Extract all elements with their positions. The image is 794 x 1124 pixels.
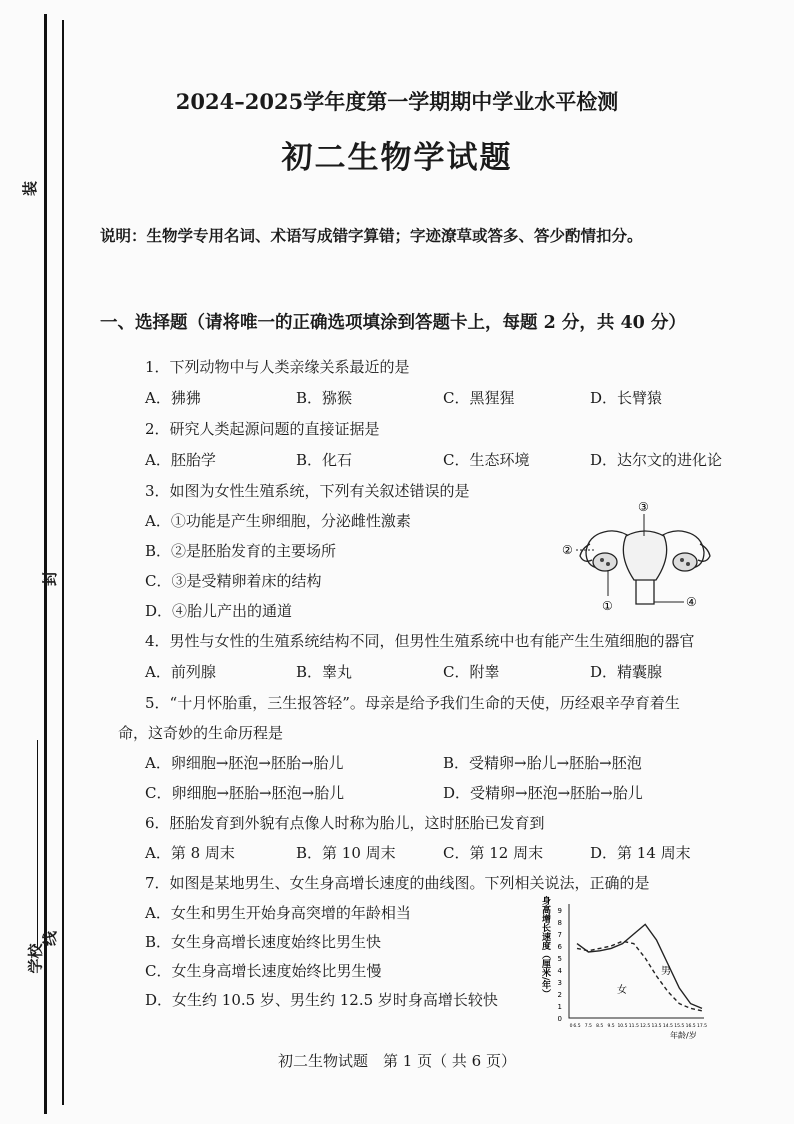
- binding-line-inner: [62, 20, 64, 1105]
- question-5-stem-line1: 5．“十月怀胎重，三生报答轻”。母亲是给予我们生命的天使，历经艰辛孕育着生: [145, 694, 680, 712]
- question-3-option-d: D．④胎儿产出的通道: [145, 602, 293, 620]
- question-2-option-b: B．化石: [296, 451, 353, 469]
- diagram-label-2: ②: [562, 543, 573, 557]
- question-1-option-b: B．猕猴: [296, 389, 353, 407]
- question-4-option-a: A．前列腺: [145, 663, 216, 681]
- chart-ytick-label: 7: [557, 931, 562, 939]
- chart-ytick-label: 0: [557, 1015, 562, 1023]
- chart-xtick-label: 0: [569, 1024, 573, 1029]
- chart-xtick-label: 8.5: [596, 1024, 604, 1029]
- question-3-option-b: B．②是胚胎发育的主要场所: [145, 542, 337, 560]
- legend-female-label: 女: [617, 985, 627, 996]
- chart-ylabel: 身高增长速度（厘米/年）: [540, 896, 550, 999]
- question-5-stem-line2: 命，这奇妙的生命历程是: [118, 724, 284, 742]
- question-5-option-d: D．受精卵→胚泡→胚胎→胎儿: [443, 784, 643, 802]
- question-5-option-c: C．卵细胞→胚胎→胚泡→胎儿: [145, 784, 345, 802]
- question-4-option-b: B．睾丸: [296, 663, 353, 681]
- exam-title: 2024–2025学年度第一学期期中学业水平检测: [175, 89, 619, 114]
- question-4-option-c: C．附睾: [443, 663, 500, 681]
- chart-xtick-label: 7.5: [584, 1024, 592, 1029]
- question-7-stem: 7．如图是某地男生、女生身高增长速度的曲线图。下列相关说法，正确的是: [145, 874, 650, 892]
- question-1-option-a: A．狒狒: [145, 389, 201, 407]
- question-5-option-a: A．卵细胞→胚泡→胚胎→胎儿: [145, 754, 344, 772]
- question-5-option-b: B．受精卵→胎儿→胚胎→胚泡: [443, 754, 642, 772]
- chart-ytick-label: 3: [557, 979, 562, 987]
- female-reproductive-diagram: [560, 496, 730, 616]
- chart-axis: [569, 904, 704, 1018]
- diagram-label-3: ③: [638, 500, 649, 514]
- height-growth-chart: [535, 890, 715, 1040]
- question-1-option-c: C．黑猩猩: [443, 389, 515, 407]
- diagram-label-1: ①: [602, 599, 613, 613]
- question-3-option-c: C．③是受精卵着床的结构: [145, 572, 322, 590]
- question-7-option-a: A．女生和男生开始身高突增的年龄相当: [145, 904, 411, 922]
- question-4-option-d: D．精囊腺: [590, 663, 663, 681]
- subject-title: 初二生物学试题: [281, 140, 513, 176]
- instruction-note: 说明：生物学专用名词、术语写成错字算错；字迹潦草或答多、答少酌情扣分。: [100, 226, 643, 245]
- question-3-option-a: A．①功能是产生卵细胞，分泌雌性激素: [145, 512, 411, 530]
- male-series-line: [577, 924, 702, 1008]
- question-6-stem: 6．胚胎发育到外貌有点像人时称为胎儿，这时胚胎已发育到: [145, 814, 545, 832]
- chart-xlabel: 年龄/岁: [670, 1031, 697, 1040]
- chart-ytick-label: 9: [557, 907, 562, 915]
- question-1-stem: 1．下列动物中与人类亲缘关系最近的是: [145, 358, 410, 376]
- chart-xtick-label: 15.5: [674, 1024, 685, 1029]
- question-1-option-d: D．长臂猿: [590, 389, 663, 407]
- chart-xtick-label: 10.5: [617, 1024, 628, 1029]
- chart-xtick-label: 6.5: [573, 1024, 581, 1029]
- question-7-option-d: D．女生约 10.5 岁、男生约 12.5 岁时身高增长较快: [145, 991, 498, 1009]
- question-7-option-b: B．女生身高增长速度始终比男生快: [145, 933, 382, 951]
- chart-ytick-label: 1: [557, 1003, 562, 1011]
- question-3-stem: 3．如图为女性生殖系统，下列有关叙述错误的是: [145, 482, 470, 500]
- section-title: 一、选择题（请将唯一的正确选项填涂到答题卡上，每题 2 分，共 40 分）: [100, 313, 686, 333]
- chart-xtick-label: 14.5: [662, 1024, 673, 1029]
- side-label-school: 学校: [26, 943, 45, 974]
- diagram-label-4: ④: [686, 595, 697, 609]
- legend-male-label: 男: [661, 966, 671, 977]
- side-char-xian: 线: [41, 930, 60, 947]
- question-4-stem: 4．男性与女性的生殖系统结构不同，但男性生殖系统中也有能产生生殖细胞的器官: [145, 632, 695, 650]
- chart-ytick-label: 5: [557, 955, 562, 963]
- question-6-option-c: C．第 12 周末: [443, 844, 544, 862]
- side-char-feng: 封: [41, 570, 60, 587]
- question-2-stem: 2．研究人类起源问题的直接证据是: [145, 420, 380, 438]
- question-7-option-c: C．女生身高增长速度始终比男生慢: [145, 962, 382, 980]
- chart-xtick-label: 17.5: [696, 1024, 708, 1029]
- question-2-option-a: A．胚胎学: [145, 451, 216, 469]
- page-footer: 初二生物试题 第 1 页（ 共 6 页）: [278, 1052, 516, 1070]
- chart-xtick-label: 9.5: [607, 1024, 615, 1029]
- chart-ytick-label: 4: [557, 967, 562, 975]
- chart-ytick-label: 8: [557, 919, 562, 927]
- question-2-option-d: D．达尔文的进化论: [590, 451, 723, 469]
- question-6-option-a: A．第 8 周末: [145, 844, 235, 862]
- question-2-option-c: C．生态环境: [443, 451, 530, 469]
- chart-xtick-label: 13.5: [651, 1024, 662, 1029]
- chart-xtick-label: 11.5: [628, 1024, 639, 1029]
- chart-ytick-label: 2: [557, 991, 562, 999]
- chart-xtick-label: 12.5: [640, 1024, 651, 1029]
- chart-ytick-label: 6: [557, 943, 562, 951]
- chart-xtick-label: 16.5: [685, 1024, 696, 1029]
- school-underline: [37, 740, 38, 950]
- question-6-option-d: D．第 14 周末: [590, 844, 691, 862]
- side-char-zhuang: 装: [21, 180, 40, 197]
- question-6-option-b: B．第 10 周末: [296, 844, 396, 862]
